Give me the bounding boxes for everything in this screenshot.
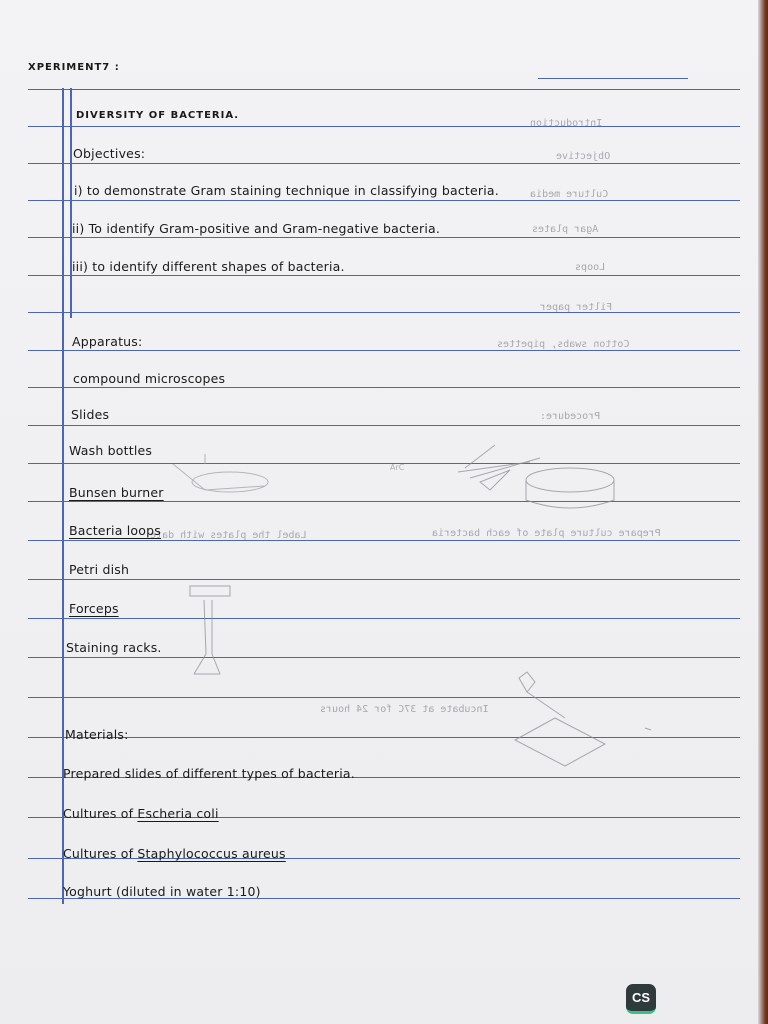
bleed-through-sketch <box>505 670 655 770</box>
margin-line-inner <box>70 88 72 318</box>
bleed-through-text: Cotton swabs, pipettes <box>497 339 630 350</box>
apparatus-item: Staining racks. <box>66 640 162 655</box>
material-text: Cultures of <box>63 846 138 861</box>
bleed-through-text: Incubate at 37C for 24 hours <box>320 704 489 715</box>
apparatus-item: Bunsen burner <box>69 485 164 500</box>
material-text: Cultures of <box>63 806 138 821</box>
svg-text:ArC: ArC <box>390 463 405 472</box>
apparatus-item: Wash bottles <box>69 443 153 458</box>
ruled-line <box>28 275 740 276</box>
ruled-line <box>28 350 740 351</box>
apparatus-item: Petri dish <box>69 562 130 577</box>
ruled-line <box>28 540 740 541</box>
bleed-through-sketch <box>370 440 630 520</box>
apparatus-item: Forceps <box>69 601 119 616</box>
objectives-heading: Objectives: <box>73 146 146 161</box>
ruled-line <box>28 163 740 164</box>
objective-item: iii) to identify different shapes of bacteria. <box>72 259 345 274</box>
bleed-through-text: Prepare culture plate of each bacteria <box>432 528 661 539</box>
badge-label: CS <box>631 990 651 1005</box>
bleed-through-sketch <box>165 450 275 520</box>
material-item <box>63 766 355 781</box>
material-item <box>63 806 219 821</box>
apparatus-item: Bacteria loops <box>69 523 161 538</box>
camscanner-badge <box>626 984 656 1014</box>
bleed-through-text: Introduction <box>530 118 603 129</box>
bleed-through-text: Label the plates with date <box>150 530 307 541</box>
bleed-through-text: Procedure: <box>540 411 601 422</box>
apparatus-item: compound microscopes <box>73 371 226 386</box>
objective-item: i) to demonstrate Gram staining technique in classifying bacteria. <box>74 183 499 198</box>
margin-line <box>62 88 64 904</box>
bleed-through-text: Loops <box>575 262 606 273</box>
apparatus-item: Slides <box>71 407 110 422</box>
bleed-through-text: Agar plates <box>532 224 599 235</box>
ruled-line <box>28 89 740 90</box>
bleed-through-text: Culture media <box>530 189 609 200</box>
notebook-spine <box>758 0 768 1024</box>
ruled-line <box>28 126 740 127</box>
ruled-line <box>28 312 740 313</box>
material-item <box>63 884 261 899</box>
organism-name: Escheria coli <box>137 806 219 821</box>
ruled-line <box>28 657 740 658</box>
ruled-line <box>28 579 740 580</box>
apparatus-heading: Apparatus: <box>72 334 143 349</box>
materials-heading: Materials: <box>65 727 129 742</box>
ruled-line <box>28 387 740 388</box>
ruled-line <box>28 237 740 238</box>
ruled-line <box>28 200 740 201</box>
organism-name: Staphylococcus aureus <box>137 846 286 861</box>
experiment-heading: XPERIMENT7 : <box>28 62 120 73</box>
material-item <box>63 846 286 861</box>
material-text: Yoghurt (diluted in water 1:10) <box>63 884 261 899</box>
objective-item: ii) To identify Gram-positive and Gram-negative bacteria. <box>72 221 441 236</box>
bleed-through-text: Objective <box>556 151 611 162</box>
bleed-through-sketch <box>186 584 236 680</box>
material-text: Prepared slides of different types of bacteria. <box>63 766 355 781</box>
ruled-line <box>28 618 740 619</box>
ruled-line <box>28 425 740 426</box>
bleed-through-text: Filter paper <box>540 302 613 313</box>
date-line <box>538 78 688 79</box>
experiment-title: DIVERSITY OF BACTERIA. <box>76 110 240 121</box>
